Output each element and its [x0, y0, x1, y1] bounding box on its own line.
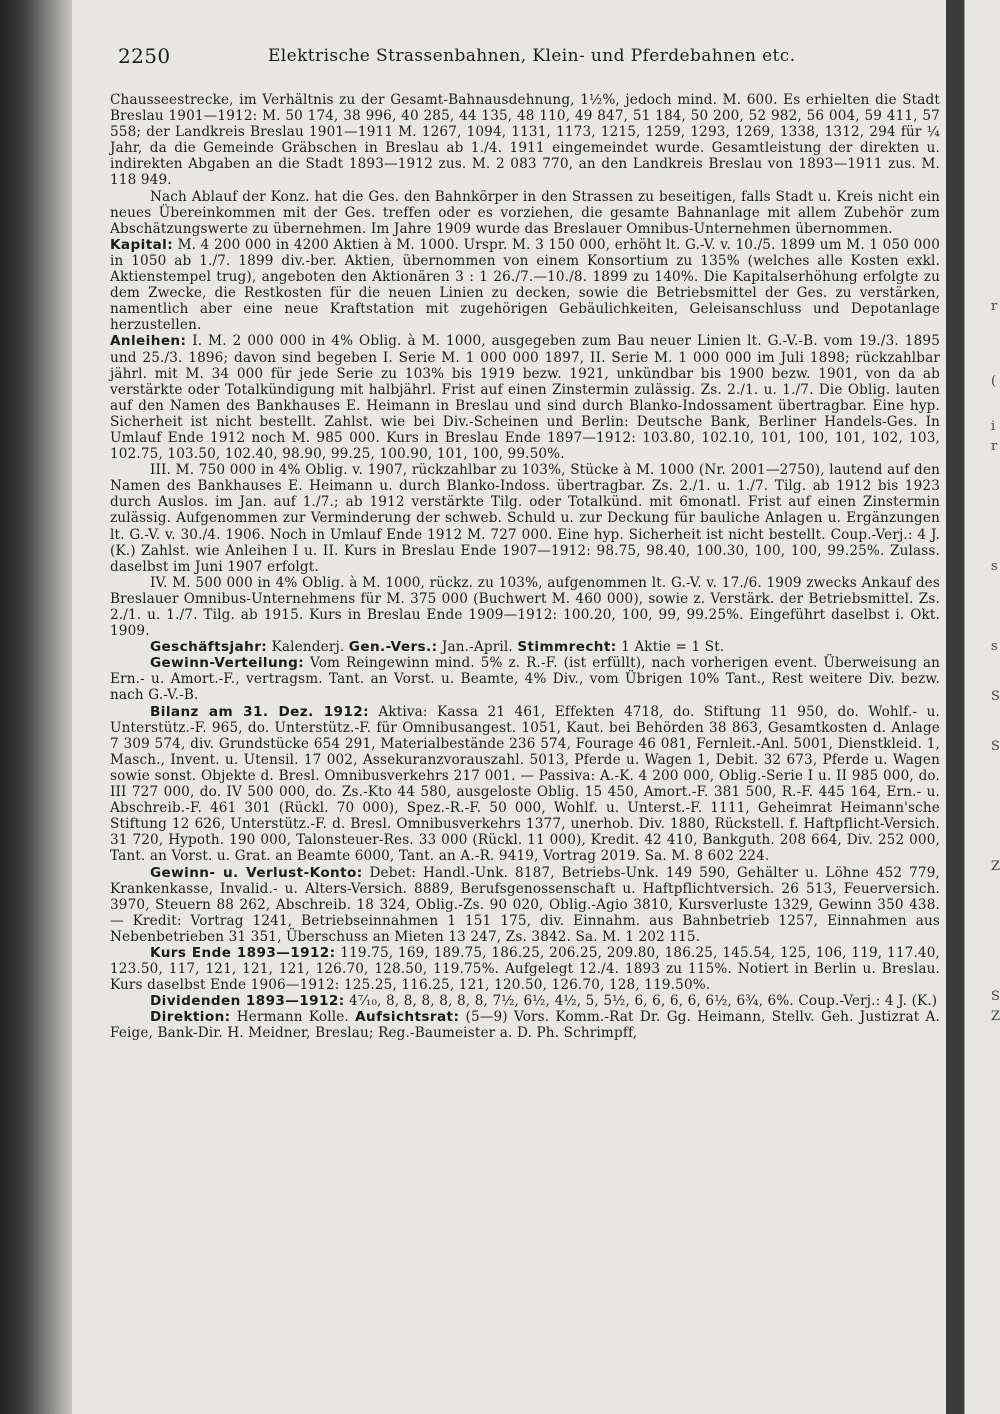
section-text: Debet: Handl.-Unk. 8187, Betriebs-Unk. 149 590, Gehälter u. Löhne 452 779, Krankenkasse, Invalid.- u. Alters-Versich. 8889, Berufsgenossenschaft u. Haftpflichtversich. 26 513, Feuerversich. 3970, Steuern 88 262, Abschreib. 18 324, Oblig.-Zs. 90 020, Oblig.-Agio 3810, Kursverluste 1329, Gewinn 350 438. — Kredit: Vortrag 1241, Betriebseinnahmen 1 151 175, div. Einnahm. aus Bahnbetrieb 1257, Einnahmen aus Nebenbetrieben 31 351, Überschuss an Mieten 13 247, Zs. 3842. Sa. M. 1 202 115.	[110, 864, 940, 945]
section-text: I. M. 2 000 000 in 4% Oblig. à M. 1000, ausgegeben zum Bau neuer Linien lt. G.-V.-B. vom 19./3. 1895 und 25./3. 1896; davon sind begeben I. Serie M. 1 000 000 1897, II. Serie M. 1 000 000 im Juli 1898; rückzahlbar jährl. mit M. 34 000 für jede Serie zu 103% bis 1919 bezw. 1921, unkündbar bis 1900 bezw. 1901, von da ab verstärkte oder Totalkündigung mit halbjährl. Frist auf einen Zinstermin zulässig. Zs. 2./1. u. 1./7. Die Oblig. lauten auf den Namen des Bankhauses E. Heimann in Breslau und sind durch Blanko-Indossament übertragbar. Eine hyp. Sicherheit ist nicht bestellt. Zahlst. wie bei Div.-Scheinen und Berlin: Deutsche Bank, Berliner Handels-Ges. In Umlauf Ende 1912 noch M. 985 000. Kurs in Breslau Ende 1897—1912: 103.80, 102.10, 101, 100, 101, 102, 103, 102.75, 103.50, 102.40, 98.90, 99.25, 100.90, 101, 100, 99.50%.	[110, 333, 940, 463]
section-text: Jan.-April.	[437, 639, 518, 656]
section-text: Aktiva: Kassa 21 461, Effekten 4718, do. Stiftung 11 950, do. Wohlf.- u. Unterstütz.-F. 965, do. Unterstütz.-F. für Omnibusangest. 1051, Kaut. bei Behörden 38 863, Gesamtkosten d. Anlage 7 309 574, div. Grundstücke 654 291, Materialbestände 236 574, Fourage 46 081, Fernleit.-Anl. 5001, Dienstkleid. 1, Masch., Invent. u. Utensil. 17 002, Assekuranzvorauszahl. 5013, Pferde u. Wagen 1, Debit. 32 673, Pferde u. Wagen sowie sonst. Objekte d. Bresl. Omnibusverkehrs 217 001. — Passiva: A.-K. 4 200 000, Oblig.-Serie I u. II 985 000, do. III 727 000, do. IV 500 000, do. Zs.-Kto 44 580, ausgeloste Oblig. 15 450, Amort.-F. 381 500, R.-F. 445 164, Ern.- u. Abschreib.-F. 461 301 (Rückl. 70 000), Spez.-R.-F. 50 000, Wohlf. u. Unterst.-F. 1111, Geheimrat Heimann'sche Stiftung 12 626, Unterstütz.-F. d. Bresl. Omnibusverkehrs 1377, unerhob. Div. 1880, Rückstell. f. Haftpflicht-Versich. 31 720, Hypoth. 190 000, Talonsteuer-Res. 33 000 (Rückl. 11 000), Kredit. 42 410, Bankguth. 208 664, Div. 252 000, Tant. an Vorst. u. Grat. an Beamte 6000, Tant. an A.-R. 9419, Vortrag 2019. Sa. M. 8 602 224.	[110, 703, 940, 865]
section-kapital	[110, 237, 940, 334]
margin-letter: S	[991, 689, 1000, 704]
section-text: Hermann Kolle.	[230, 1009, 356, 1026]
section-label: Bilanz am 31. Dez. 1912:	[150, 703, 369, 720]
section-bilanz	[110, 704, 940, 865]
section-text: 119.75, 169, 189.75, 186.25, 206.25, 209.80, 186.25, 145.54, 125, 106, 119, 117.40, 123.50, 117, 121, 121, 121, 126.70, 128.50, 119.75%. Aufgelegt 12./4. 1893 zu 115%. Notiert in Berlin u. Breslau. Kurs daselbst Ende 1906—1912: 125.25, 116.25, 121, 120.50, 126.70, 128, 119.50%.	[110, 944, 940, 994]
section-label: Aufsichtsrat:	[355, 1009, 460, 1026]
section-label: Direktion:	[150, 1009, 231, 1026]
section-anleihen	[110, 333, 940, 462]
page-title: Elektrische Strassenbahnen, Klein- und Pferdebahnen etc.	[268, 46, 796, 66]
page-number: 2250	[118, 44, 171, 68]
margin-letter: (	[991, 374, 997, 389]
margin-letter: Z	[991, 1009, 1000, 1024]
paragraph-anleihe-iv: IV. M. 500 000 in 4% Oblig. à M. 1000, rückz. zu 103%, aufgenommen lt. G.-V. v. 17./6. 1909 zwecks Ankauf des Breslauer Omnibus-Unternehmens für M. 375 000 (Buchwert M. 460 000), sowie z. Verstärk. der Betriebsmittel. Zs. 2./1. u. 1./7. Tilg. ab 1915. Kurs in Breslau Ende 1909—1912: 100.20, 100, 99, 99.25%. Eingeführt daselbst i. Okt. 1909.	[110, 574, 940, 640]
section-label: Kapital:	[110, 236, 174, 253]
section-label: Gewinn-Verteilung:	[150, 655, 305, 672]
section-label: Gen.-Vers.:	[348, 639, 438, 656]
section-label: Geschäftsjahr:	[150, 639, 268, 656]
margin-letter: Z	[991, 859, 1000, 874]
section-label: Stimmrecht:	[517, 639, 617, 656]
section-text: Vom Reingewinn mind. 5% z. R.-F. (ist erfüllt), nach vorherigen event. Überweisung an Ern.- u. Amort.-F., vertragsm. Tant. an Vorst. u. Beamte, 4% Div., vom Übrigen 10% Tant., Rest weitere Div. bezw. nach G.-V.-B.	[110, 655, 940, 704]
margin-letter: s	[991, 559, 998, 574]
margin-letter: S	[991, 989, 1000, 1004]
section-label: Anleihen:	[110, 333, 187, 350]
adjacent-page-margin-letters	[991, 0, 1000, 1414]
section-label: Gewinn- u. Verlust-Konto:	[150, 864, 363, 881]
section-text: 4⁷⁄₁₀, 8, 8, 8, 8, 8, 8, 7½, 6½, 4½, 5, 5½, 6, 6, 6, 6, 6½, 6¾, 6%. Coup.-Verj.: 4 J. (K.)	[344, 993, 938, 1010]
margin-letter: S	[991, 739, 1000, 754]
document-body	[110, 92, 940, 1042]
margin-letter: r	[991, 439, 998, 454]
section-label: Kurs Ende 1893—1912:	[150, 944, 336, 961]
paragraph-abgaben: Chausseestrecke, im Verhältnis zu der Gesamt-Bahnausdehnung, 1½%, jedoch mind. M. 600. Es erhielten die Stadt Breslau 1901—1912: M. 50 174, 38 996, 40 285, 44 135, 48 110, 49 847, 51 184, 50 200, 52 982, 56 004, 59 411, 57 558; der Landkreis Breslau 1901—1911 M. 1267, 1094, 1131, 1173, 1215, 1259, 1293, 1269, 1338, 1312, 294 für ¼ Jahr, da die Gemeinde Gräbschen in Breslau ab 1./4. 1911 eingemeindet wurde. Gesamtleistung der direkten u. indirekten Abgaben an die Stadt 1893—1912 zus. M. 2 083 770, an den Landkreis Breslau von 1893—1911 zus. M. 118 949.	[110, 92, 940, 189]
margin-letter: s	[991, 639, 998, 654]
margin-letter: r	[991, 299, 998, 314]
section-direktion	[110, 1009, 940, 1041]
scan-gutter-shadow	[946, 0, 964, 1414]
section-text: (5—9) Vors. Komm.-Rat Dr. Gg. Heimann, Stellv. Geh. Justizrat A. Feige, Bank-Dir. H. Meidner, Breslau; Reg.-Baumeister a. D. Ph. Schrimpff,	[110, 1009, 940, 1042]
section-gewinn-verlust	[110, 865, 940, 945]
section-label: Dividenden 1893—1912:	[150, 993, 345, 1010]
scan-binding-shadow	[0, 0, 72, 1414]
section-text: Kalenderj.	[267, 639, 349, 656]
section-text: 1 Aktie = 1 St.	[616, 639, 725, 656]
margin-letter: i	[991, 419, 996, 434]
paragraph-konzession: Nach Ablauf der Konz. hat die Ges. den Bahnkörper in den Strassen zu beseitigen, falls Stadt u. Kreis nicht ein neues Übereinkommen mit der Ges. treffen oder es vorziehen, die gesamte Bahnanlage mit allem Zubehör zum Abschätzungswerte zu übernehmen. Im Jahre 1909 wurde das Breslauer Omnibus-Unternehmen übernommen.	[110, 188, 940, 237]
section-text: M. 4 200 000 in 4200 Aktien à M. 1000. Urspr. M. 3 150 000, erhöht lt. G.-V. v. 10./5. 1899 um M. 1 050 000 in 1050 ab 1./7. 1899 div.-ber. Aktien, übernommen von einem Konsortium zu 135% (welches alle Kosten exkl. Aktienstempel trug), angeboten den Aktionären 3 : 1 26./7.—10./8. 1899 zu 140%. Die Kapitalserhöhung erfolgte zu dem Zwecke, die Restkosten für die neuen Linien zu decken, sowie die Betriebsmittel der Ges. zu verstärken, namentlich aber eine neue Kraftstation mit zugehörigen Gebäulichkeiten, Geleisanschluss und Depotanlage herzustellen.	[110, 236, 940, 334]
running-header	[118, 38, 938, 72]
paragraph-anleihe-iii: III. M. 750 000 in 4% Oblig. v. 1907, rückzahlbar zu 103%, Stücke à M. 1000 (Nr. 2001—2750), lautend auf den Namen des Bankhauses E. Heimann u. durch Blanko-Indoss. übertragbar. Zs. 2./1. u. 1./7. Tilg. ab 1912 bis 1923 durch Auslos. im Jan. auf 1./7.; ab 1912 verstärkte Tilg. oder Totalkünd. mit 6monatl. Frist auf einen Zinstermin zulässig. Aufgenommen zur Verminderung der schweb. Schuld u. zur Deckung für bauliche Anlagen u. Ergänzungen lt. G.-V. v. 30./4. 1906. Noch in Umlauf Ende 1912 M. 727 000. Eine hyp. Sicherheit ist nicht bestellt. Coup.-Verj.: 4 J. (K.) Zahlst. wie Anleihen I u. II. Kurs in Breslau Ende 1907—1912: 98.75, 98.40, 100.30, 100, 100, 99.25%. Zulass. daselbst im Juni 1907 erfolgt.	[110, 462, 940, 575]
section-geschaeftsjahr	[110, 639, 940, 655]
section-gewinn-verteilung	[110, 655, 940, 703]
section-kurs	[110, 945, 940, 993]
section-dividenden	[110, 993, 940, 1009]
